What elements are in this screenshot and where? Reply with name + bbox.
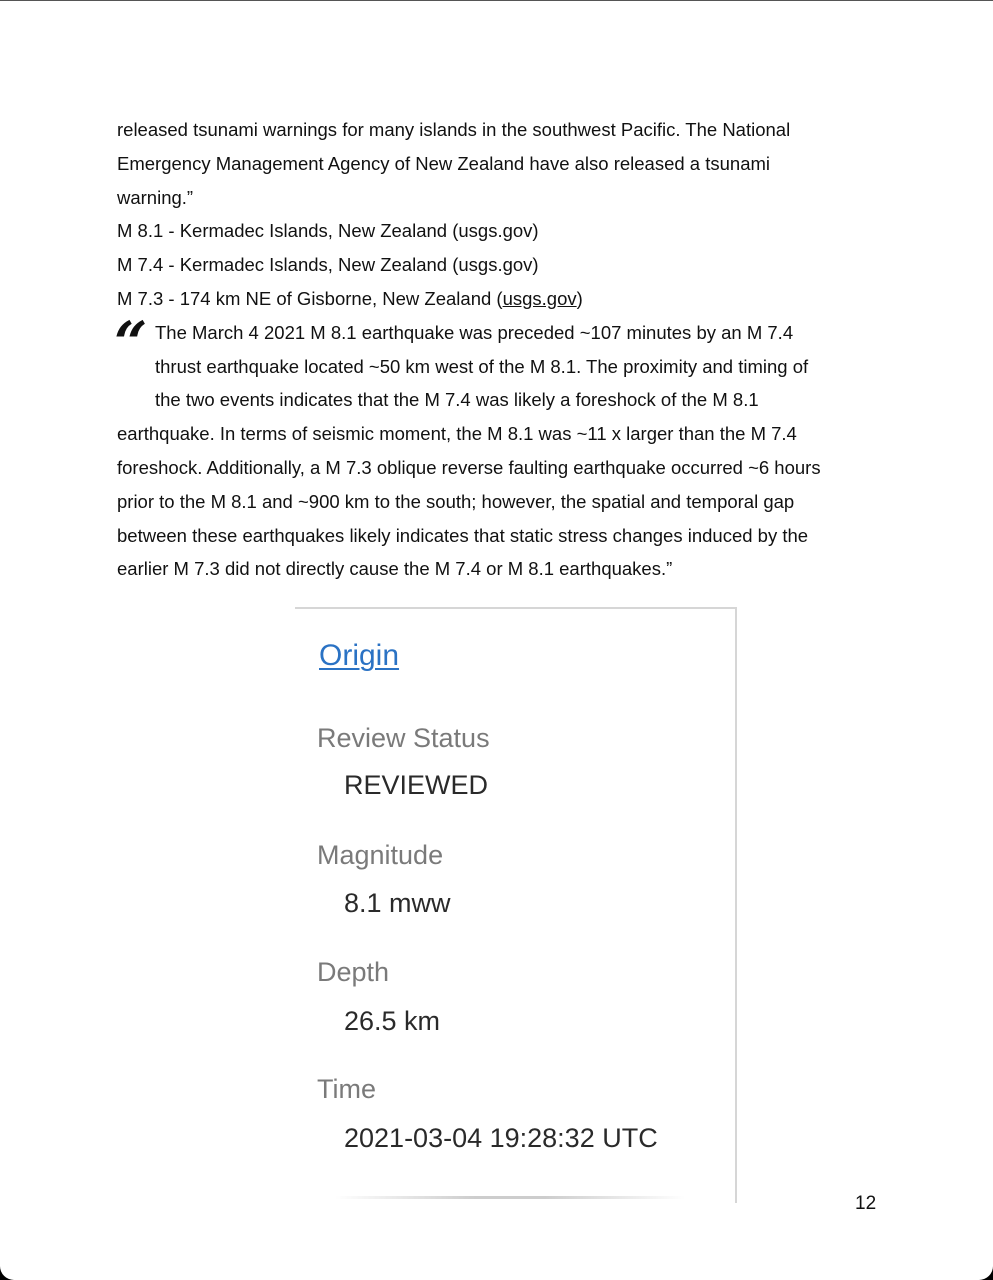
depth-label: Depth (317, 957, 390, 987)
quote-line: the two events indicates that the M 7.4 was likely a foreshock of the M 8.1 (155, 389, 759, 411)
event-link-m73 (117, 282, 897, 316)
event-link-m73-suffix: ) (576, 287, 583, 309)
paragraph-line: Emergency Management Agency of New Zealand have also released a tsunami (117, 152, 771, 174)
magnitude-label: Magnitude (317, 840, 444, 870)
paragraph-line: released tsunami warnings for many islands in the southwest Pacific. The National (117, 119, 791, 140)
event-link-m74[interactable]: M 7.4 - Kermadec Islands, New Zealand (usgs.gov) (117, 254, 539, 276)
review-status-value: REVIEWED (344, 770, 489, 800)
quote-mark-icon: “ (114, 308, 142, 377)
quote-line: between these earthquakes likely indicates that static stress changes induced by the (117, 524, 809, 546)
event-link-m81[interactable]: M 8.1 - Kermadec Islands, New Zealand (usgs.gov) (117, 220, 539, 242)
origin-panel-screenshot (295, 607, 737, 1203)
quote-line: foreshock. Additionally, a M 7.3 oblique reverse faulting earthquake occurred ~6 hours (117, 456, 821, 478)
quote-line: prior to the M 8.1 and ~900 km to the south; however, the spatial and temporal gap (117, 490, 795, 512)
body-text (114, 113, 897, 586)
event-link-m73-prefix: M 7.3 - 174 km NE of Gisborne, New Zealand ( (117, 287, 503, 309)
quote-line: earlier M 7.3 did not directly cause the M 7.4 or M 8.1 earthquakes.” (117, 558, 673, 580)
time-value: 2021-03-04 19:28:32 UTC (344, 1123, 658, 1153)
depth-value: 26.5 km (344, 1006, 441, 1036)
quote-line: The March 4 2021 M 8.1 earthquake was preceded ~107 minutes by an M 7.4 (155, 321, 794, 343)
quote-line: thrust earthquake located ~50 km west of the M 8.1. The proximity and timing of (155, 355, 809, 377)
time-label: Time (317, 1074, 376, 1104)
magnitude-value: 8.1 mww (344, 888, 451, 918)
page-number: 12 (855, 1193, 877, 1214)
usgs-link[interactable]: usgs.gov (502, 287, 577, 309)
origin-link[interactable]: Origin (319, 639, 400, 672)
paragraph-line: warning.” (117, 186, 194, 208)
review-status-label: Review Status (317, 723, 490, 753)
panel-divider (335, 1196, 685, 1199)
block-quote (114, 308, 897, 586)
quote-line: earthquake. In terms of seismic moment, the M 8.1 was ~11 x larger than the M 7.4 (117, 423, 797, 445)
